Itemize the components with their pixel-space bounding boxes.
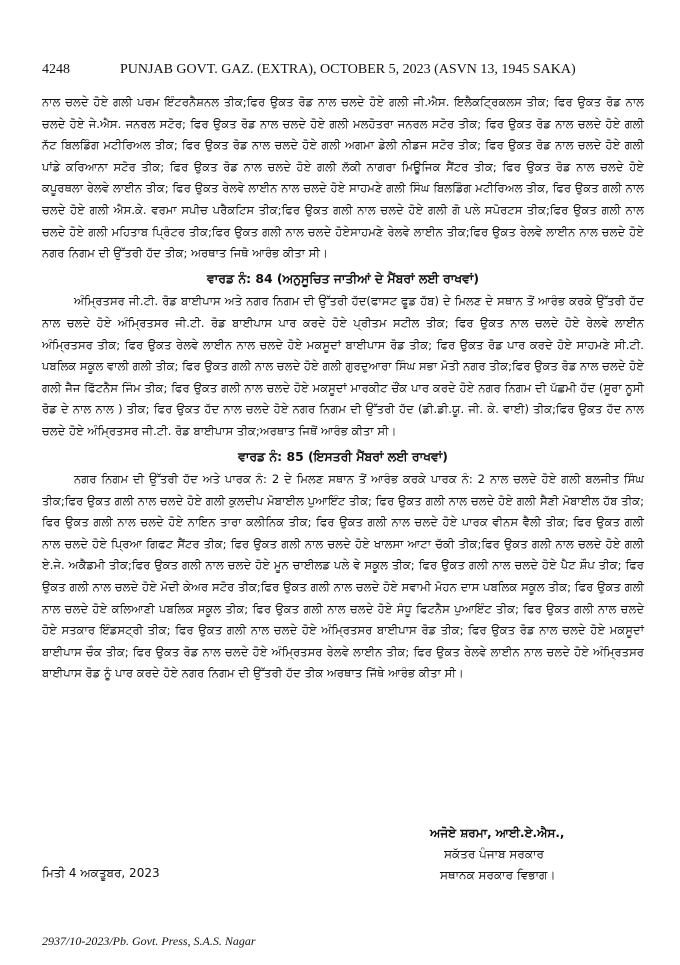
press-footer: 2937/10-2023/Pb. Govt. Press, S.A.S. Nagar xyxy=(42,934,256,948)
ward83-continuation-paragraph: ਨਾਲ ਚਲਦੇ ਹੋਏ ਗਲੀ ਪਰਮ ਇੰਟਰਨੈਸ਼ਨਲ ਤੀਕ;ਫਿਰ ਉਕਤ ਰੋਡ ਨਾਲ ਚਲਦੇ ਹੋਏ ਗਲੀ ਜੀ.ਐਸ. ਇਲੈਕਟ੍ਰਿਕਲਸ ਤੀਕ; ਫਿਰ ਉਕਤ ਰੋਡ ਨਾਲ ਚਲਦੇ ਹੋਏ ਜੇ.ਐਸ. ਜਨਰਲ ਸਟੋਰ; ਫਿਰ ਉਕਤ ਰੋਡ ਨਾਲ ਚਲਦੇ ਹੋਏ ਗਲੀ ਮਲਹੋਤਰਾ ਜਨਰਲ ਸਟੋਰ ਤੀਕ; ਫਿਰ ਉਕਤ ਰੋਡ ਨਾਲ ਚਲਦੇ ਹੋਏ ਗਲੀ ਨੱਟ ਬਿਲਡਿੰਗ ਮਟੀਰਿਅਲ ਤੀਕ; ਫਿਰ ਉਕਤ ਰੋਡ ਨਾਲ ਚਲਦੇ ਹੋਏ ਗਲੀ ਅਗਮਾ ਡੇਲੀ ਨੀਡਜ ਸਟੋਰ ਤੀਕ; ਫਿਰ ਉਕਤ ਰੋਡ ਨਾਲ ਚਲਦੇ ਹੋਏ ਗਲੀ ਪਾਂਡੇ ਕਰਿਆਨਾ ਸਟੋਰ ਤੀਕ; ਫਿਰ ਉਕਤ ਰੋਡ ਨਾਲ ਚਲਦੇ ਹੋਏ ਗਲੀ ਲੱਕੀ ਨਾਗਰਾ ਮਿਊਜਿਕ ਸੈਂਟਰ ਤੀਕ; ਫਿਰ ਉਕਤ ਰੋਡ ਨਾਲ ਚਲਦੇ ਹੋਏ ਕਪੂਰਥਲਾ ਰੇਲਵੇ ਲਾਈਨ ਤੀਕ; ਫਿਰ ਉਕਤ ਰੇਲਵੇ ਲਾਈਨ ਨਾਲ ਚਲਦੇ ਹੋਏ ਸਾਹਮਣੇ ਗਲੀ ਸਿੰਘ ਬਿਲਡਿੰਗ ਮਟੀਰਿਅਲ ਤੀਕ, ਫਿਰ ਉਕਤ ਗਲੀ ਨਾਲ ਚਲਦੇ ਹੋਏ ਗਲੀ ਐਸ.ਕੇ. ਵਰਮਾ ਸਪੀਚ ਪਰੈਕਟਿਸ ਤੀਕ;ਫਿਰ ਉਕਤ ਗਲੀ ਨਾਲ ਚਲਦੇ ਹੋਏ ਗਲੀ ਗੋ ਪਲੇ ਸਪੋਰਟਸ ਤੀਕ;ਫਿਰ ਉਕਤ ਗਲੀ ਨਾਲ ਚਲਦੇ ਹੋਏ ਗਲੀ ਮਹਿਤਾਬ ਪ੍ਰਿੰਟਰ ਤੀਕ;ਫਿਰ ਉਕਤ ਗਲੀ ਨਾਲ ਚਲਦੇ ਹੋਏਸਾਹਮਣੇ ਰੇਲਵੇ ਲਾਈਨ ਤੀਕ;ਫਿਰ ਉਕਤ ਰੇਲਵੇ ਲਾਈਨ ਨਾਲ ਚਲਦੇ ਹੋਏ ਨਗਰ ਨਿਗਮ ਦੀ ਉੱਤਰੀ ਹੱਦ ਤੀਕ; ਅਰਥਾਤ ਜਿਥੋ ਆਰੰਭ ਕੀਤਾ ਸੀ। xyxy=(42,95,644,261)
signatory-department: ਸਥਾਨਕ ਸਰਕਾਰ ਵਿਭਾਗ। xyxy=(440,868,556,882)
gazette-title: PUNJAB GOVT. GAZ. (EXTRA), OCTOBER 5, 2023 (ASVN 13, 1945 SAKA) xyxy=(120,62,576,77)
signature-block xyxy=(430,823,650,886)
page-number: 4248 xyxy=(42,62,70,77)
signatory-designation: ਸਕੱਤਰ ਪੰਜਾਬ ਸਰਕਾਰ xyxy=(444,847,544,861)
ward84-heading: ਵਾਰਡ ਨੰ: 84 (ਅਨੁਸੂਚਿਤ ਜਾਤੀਆਂ ਦੇ ਮੈਂਬਰਾਂ ਲਈ ਰਾਖਵਾਂ) xyxy=(206,270,480,286)
date-line: ਮਿਤੀ 4 ਅਕਤੂਬਰ, 2023 xyxy=(42,866,160,880)
document-body xyxy=(42,92,644,685)
signatory-name: ਅਜੋਏ ਸ਼ਰਮਾ, ਆਈ.ਏ.ਐਸ., xyxy=(430,826,565,840)
ward85-paragraph: ਨਗਰ ਨਿਗਮ ਦੀ ਉੱਤਰੀ ਹੱਦ ਅਤੇ ਪਾਰਕ ਨੰ: 2 ਦੇ ਮਿਲਣ ਸਥਾਨ ਤੋਂ ਆਰੰਭ ਕਰਕੇ ਪਾਰਕ ਨੰ: 2 ਨਾਲ ਚਲਦੇ ਹੋਏ ਗਲੀ ਬਲਜੀਤ ਸਿੰਘ ਤੀਕ;ਫਿਰ ਉਕਤ ਗਲੀ ਨਾਲ ਚਲਦੇ ਹੋਏ ਗਲੀ ਕੁਲਦੀਪ ਮੋਬਾਈਲ ਪੁਆਇੰਟ ਤੀਕ; ਫਿਰ ਉਕਤ ਗਲੀ ਨਾਲ ਚਲਦੇ ਹੋਏ ਗਲੀ ਸੈਣੀ ਮੋਬਾਈਲ ਹੱਬ ਤੀਕ; ਫਿਰ ਉਕਤ ਗਲੀ ਨਾਲ ਚਲਦੇ ਹੋਏ ਨਾਇਨ ਤਾਰਾ ਕਲੀਨਿਕ ਤੀਕ; ਫਿਰ ਉਕਤ ਗਲੀ ਨਾਲ ਚਲਦੇ ਹੋਏ ਪਾਰਕ ਵੀਨਸ ਵੈਲੀ ਤੀਕ; ਫਿਰ ਉਕਤ ਗਲੀ ਨਾਲ ਚਲਦੇ ਹੋਏ ਪ੍ਰਿਆ ਗਿਫਟ ਸੈਂਟਰ ਤੀਕ; ਫਿਰ ਉਕਤ ਗਲੀ ਨਾਲ ਚਲਦੇ ਹੋਏ ਖਾਲਸਾ ਆਟਾ ਚੱਕੀ ਤੀਕ;ਫਿਰ ਉਕਤ ਗਲੀ ਨਾਲ ਚਲਦੇ ਹੋਏ ਗਲੀ ਏ.ਜੇ. ਅਕੈਡਮੀ ਤੀਕ;ਫਿਰ ਉਕਤ ਗਲੀ ਨਾਲ ਚਲਦੇ ਹੋਏ ਮੂਨ ਚਾਈਲਡ ਪਲੇ ਵੇ ਸਕੂਲ ਤੀਕ; ਫਿਰ ਉਕਤ ਗਲੀ ਨਾਲ ਚਲਦੇ ਹੋਏ ਪੈਟ ਸ਼ੌਪ ਤੀਕ; ਫਿਰ ਉਕਤ ਗਲੀ ਨਾਲ ਚਲਦੇ ਹੋਏ ਮੋਦੀ ਕੇਅਰ ਸਟੋਰ ਤੀਕ;ਫਿਰ ਉਕਤ ਗਲੀ ਨਾਲ ਚਲਦੇ ਹੋਏ ਸਵਾਮੀ ਮੋਹਨ ਦਾਸ ਪਬਲਿਕ ਸਕੂਲ ਤੀਕ; ਫਿਰ ਉਕਤ ਗਲੀ ਨਾਲ ਚਲਦੇ ਹੋਏ ਕਲਿਆਣੀ ਪਬਲਿਕ ਸਕੂਲ ਤੀਕ; ਫਿਰ ਉਕਤ ਗਲੀ ਨਾਲ ਚਲਦੇ ਹੋਏ ਸੰਧੂ ਫਿਟਨੈਸ ਪੁਆਇੰਟ ਤੀਕ; ਫਿਰ ਉਕਤ ਗਲੀ ਨਾਲ ਚਲਦੇ ਹੋਏ ਸਤਕਾਰ ਇੰਡਸਟ੍ਰੀ ਤੀਕ; ਫਿਰ ਉਕਤ ਗਲੀ ਨਾਲ ਚਲਦੇ ਹੋਏ ਅੰਮ੍ਰਿਤਸਰ ਬਾਈਪਾਸ ਰੋਡ ਤੀਕ; ਫਿਰ ਉਕਤ ਰੋਡ ਨਾਲ ਚਲਦੇ ਹੋਏ ਮਕਸੂਦਾਂ ਬਾਈਪਾਸ ਚੌਕ ਤੀਕ; ਫਿਰ ਉਕਤ ਰੋਡ ਨਾਲ ਚਲਦੇ ਹੋਏ ਅੰਮ੍ਰਿਤਸਰ ਰੇਲਵੇ ਲਾਈਨ ਤੀਕ; ਫਿਰ ਉਕਤ ਰੇਲਵੇ ਲਾਈਨ ਨਾਲ ਚਲਦੇ ਹੋਏ ਅੰਮ੍ਰਿਤਸਰ ਬਾਈਪਾਸ ਰੋਡ ਨੂੰ ਪਾਰ ਕਰਦੇ ਹੋਏ ਨਗਰ ਨਿਗਮ ਦੀ ਉੱਤਰੀ ਹੱਦ ਤੀਕ ਅਰਥਾਤ ਜਿੱਥੇ ਆਰੰਭ ਕੀਤਾ ਸੀ। xyxy=(42,472,644,681)
ward84-paragraph: ਅੰਮ੍ਰਿਤਸਰ ਜੀ.ਟੀ. ਰੋਡ ਬਾਈਪਾਸ ਅਤੇ ਨਗਰ ਨਿਗਮ ਦੀ ਉੱਤਰੀ ਹੱਦ(ਫਾਸਟ ਫੂਡ ਹੱਬ) ਦੇ ਮਿਲਣ ਦੇ ਸਥਾਨ ਤੋਂ ਆਰੰਭ ਕਰਕੇ ਉੱਤਰੀ ਹੱਦ ਨਾਲ ਚਲਦੇ ਹੋਏ ਅੰਮ੍ਰਿਤਸਰ ਜੀ.ਟੀ. ਰੋਡ ਬਾਈਪਾਸ ਪਾਰ ਕਰਦੇ ਹੋਏ ਪ੍ਰੀਤਮ ਸਟੀਲ ਤੀਕ; ਫਿਰ ਉਕਤ ਨਾਲ ਚਲਦੇ ਹੋਏ ਰੇਲਵੇ ਲਾਈਨ ਅੰਮ੍ਰਿਤਸਰ ਤੀਕ; ਫਿਰ ਉਕਤ ਰੇਲਵੇ ਲਾਈਨ ਨਾਲ ਚਲਦੇ ਹੋਏ ਮਕਸੂਦਾਂ ਬਾਈਪਾਸ ਰੋਡ ਤੀਕ; ਫਿਰ ਉਕਤ ਰੋਡ ਪਾਰ ਕਰਦੇ ਹੋਏ ਸਾਹਮਣੇ ਸੀ.ਟੀ. ਪਬਲਿਕ ਸਕੂਲ ਵਾਲੀ ਗਲੀ ਤੀਕ; ਫਿਰ ਉਕਤ ਗਲੀ ਨਾਲ ਚਲਦੇ ਹੋਏ ਗਲੀ ਗੁਰਦੁਆਰਾ ਸਿੰਘ ਸਭਾ ਮੋਤੀ ਨਗਰ ਤੀਕ;ਫਿਰ ਉਕਤ ਰੋਡ ਨਾਲ ਚਲਦੇ ਹੋਏ ਗਲੀ ਜੈਜ ਫਿੱਟਨੈਸ ਜਿੰਮ ਤੀਕ; ਫਿਰ ਉਕਤ ਗਲੀ ਨਾਲ ਚਲਦੇ ਹੋਏ ਮਕਸੂਦਾਂ ਮਾਰਕੀਟ ਚੌਂਕ ਪਾਰ ਕਰਦੇ ਹੋਏ ਨਗਰ ਨਿਗਮ ਦੀ ਪੱਛਮੀ ਹੱਦ (ਸੂਰਾ ਨੂਸੀ ਰੋਡ ਦੇ ਨਾਲ ਨਾਲ ) ਤੀਕ; ਫਿਰ ਉਕਤ ਹੱਦ ਨਾਲ ਚਲਦੇ ਹੋਏ ਨਗਰ ਨਿਗਮ ਦੀ ਉੱਤਰੀ ਹੱਦ (ਡੀ.ਡੀ.ਯੂ. ਜੀ. ਕੇ. ਵਾਈ) ਤੀਕ;ਫਿਰ ਉਕਤ ਹੱਦ ਨਾਲ ਚਲਦੇ ਹੋਏ ਅੰਮ੍ਰਿਤਸਰ ਜੀ.ਟੀ. ਰੋਡ ਬਾਈਪਾਸ ਤੀਕ;ਅਰਥਾਤ ਜਿਥੋਂ ਆਰੰਭ ਕੀਤਾ ਸੀ। xyxy=(42,294,644,438)
ward85-heading: ਵਾਰਡ ਨੰ: 85 (ਇਸਤਰੀ ਮੈਂਬਰਾਂ ਲਈ ਰਾਖਵਾਂ) xyxy=(238,448,448,464)
